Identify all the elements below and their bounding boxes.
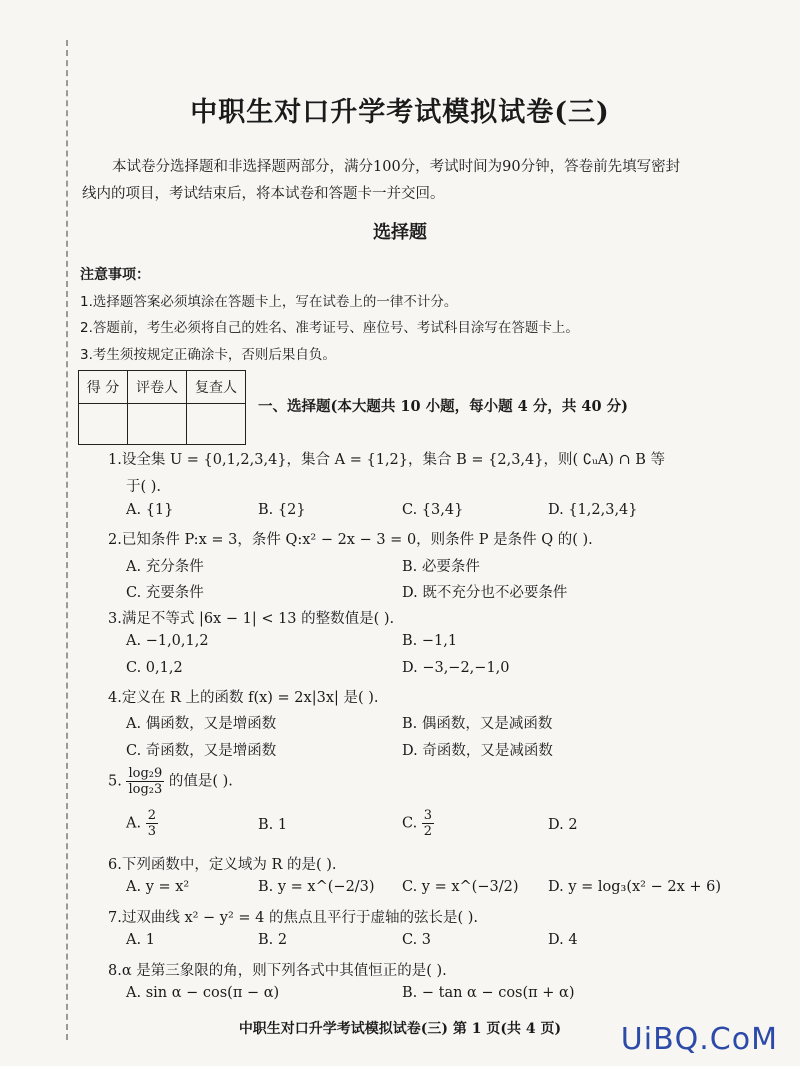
notes-heading: 注意事项： (80, 267, 150, 283)
question-7: 7.过双曲线 x² − y² = 4 的焦点且平行于虚轴的弦长是( ). (108, 910, 479, 926)
option-b: B. 偶函数，又是减函数 (402, 716, 553, 732)
option-c: C. 充要条件 (126, 585, 204, 601)
option-d: D. 2 (548, 817, 578, 833)
option-d: D. y = log₃(x² − 2x + 6) (548, 879, 722, 895)
fraction-denominator: 2 (423, 824, 433, 839)
question-5 (108, 766, 233, 797)
option-a: A. y = x² (126, 879, 190, 895)
option-b: B. −1,1 (402, 633, 458, 649)
option-c: C. 奇函数，又是增函数 (126, 743, 277, 759)
option-a (126, 808, 158, 839)
seal-dashed-line (66, 40, 68, 1040)
option-d: D. 奇函数，又是减函数 (402, 743, 553, 759)
option-b: B. 2 (258, 932, 288, 948)
fraction-numerator: 2 (147, 808, 156, 823)
option-c: C. y = x^(−3/2) (402, 879, 519, 895)
option-d: D. −3,−2,−1,0 (402, 660, 510, 676)
question-1: 1.设全集 U = {0,1,2,3,4}，集合 A = {1,2}，集合 B = {2,3,4}，则( ∁ᵤA) ∩ B 等 (108, 452, 666, 468)
score-table (78, 370, 246, 445)
option-c: C. 0,1,2 (126, 660, 183, 676)
exam-title: 中职生对口升学考试模拟试卷(三) (190, 97, 610, 128)
grader-header: 评卷人 (128, 371, 187, 404)
option-label: A. (126, 815, 142, 832)
fraction-numerator: 3 (423, 808, 433, 823)
question-stem: 的值是( ). (168, 773, 233, 790)
option-a: A. 充分条件 (126, 559, 204, 575)
score-cell (79, 404, 128, 445)
log-fraction (126, 766, 164, 797)
option-a: A. −1,0,1,2 (126, 633, 209, 649)
page-footer: 中职生对口升学考试模拟试卷(三) 第 1 页(共 4 页) (238, 1021, 562, 1037)
option-b: B. 1 (258, 817, 288, 833)
intro-line-1: 本试卷分选择题和非选择题两部分，满分100分，考试时间为90分钟，答卷前先填写密封 (112, 159, 681, 175)
score-header: 得 分 (79, 371, 128, 404)
option-b: B. {2} (258, 502, 306, 518)
note-item: 1.选择题答案必须填涂在答题卡上，写在试卷上的一律不计分。 (80, 294, 458, 310)
question-3: 3.满足不等式 |6x − 1| < 13 的整数值是( ). (108, 611, 395, 627)
option-a: A. 1 (126, 932, 155, 948)
option-a: A. sin α − cos(π − α) (126, 985, 280, 1001)
fraction-numerator: log₂9 (128, 766, 163, 781)
question-6: 6.下列函数中，定义域为 R 的是( ). (108, 857, 337, 873)
option-fraction (422, 808, 434, 839)
section-title: 选择题 (373, 222, 427, 243)
option-label: C. (402, 815, 418, 832)
option-c: C. {3,4} (402, 502, 464, 518)
site-watermark: UiBQ.CoM (620, 1022, 778, 1057)
option-a: A. {1} (126, 502, 174, 518)
part1-title: 一、选择题(本大题共 10 小题，每小题 4 分，共 40 分) (258, 398, 628, 415)
fraction-denominator: 3 (147, 824, 156, 839)
question-8: 8.α 是第三象限的角，则下列各式中其值恒正的是( ). (108, 963, 447, 979)
question-2: 2.已知条件 P:x = 3，条件 Q:x² − 2x − 3 = 0，则条件 P 是条件 Q 的( ). (108, 532, 593, 548)
question-number: 5. (108, 773, 122, 790)
question-1-cont: 于( ). (126, 479, 162, 495)
grader-cell (128, 404, 187, 445)
reviewer-cell (187, 404, 246, 445)
option-c (402, 808, 434, 839)
option-b: B. y = x^(−2/3) (258, 879, 375, 895)
option-d: D. 4 (548, 932, 578, 948)
option-fraction (146, 808, 158, 839)
option-b: B. 必要条件 (402, 559, 480, 575)
option-d: D. {1,2,3,4} (548, 502, 638, 518)
option-d: D. 既不充分也不必要条件 (402, 585, 568, 601)
reviewer-header: 复查人 (187, 371, 246, 404)
question-4: 4.定义在 R 上的函数 f(x) = 2x|3x| 是( ). (108, 690, 379, 706)
fraction-denominator: log₂3 (128, 782, 163, 797)
option-a: A. 偶函数，又是增函数 (126, 716, 277, 732)
note-item: 3.考生须按规定正确涂卡，否则后果自负。 (80, 347, 336, 363)
option-c: C. 3 (402, 932, 432, 948)
intro-line-2: 线内的项目，考试结束后，将本试卷和答题卡一并交回。 (82, 186, 445, 202)
option-b: B. − tan α − cos(π + α) (402, 985, 575, 1001)
note-item: 2.答题前，考生必须将自己的姓名、准考证号、座位号、考试科目涂写在答题卡上。 (80, 320, 579, 336)
